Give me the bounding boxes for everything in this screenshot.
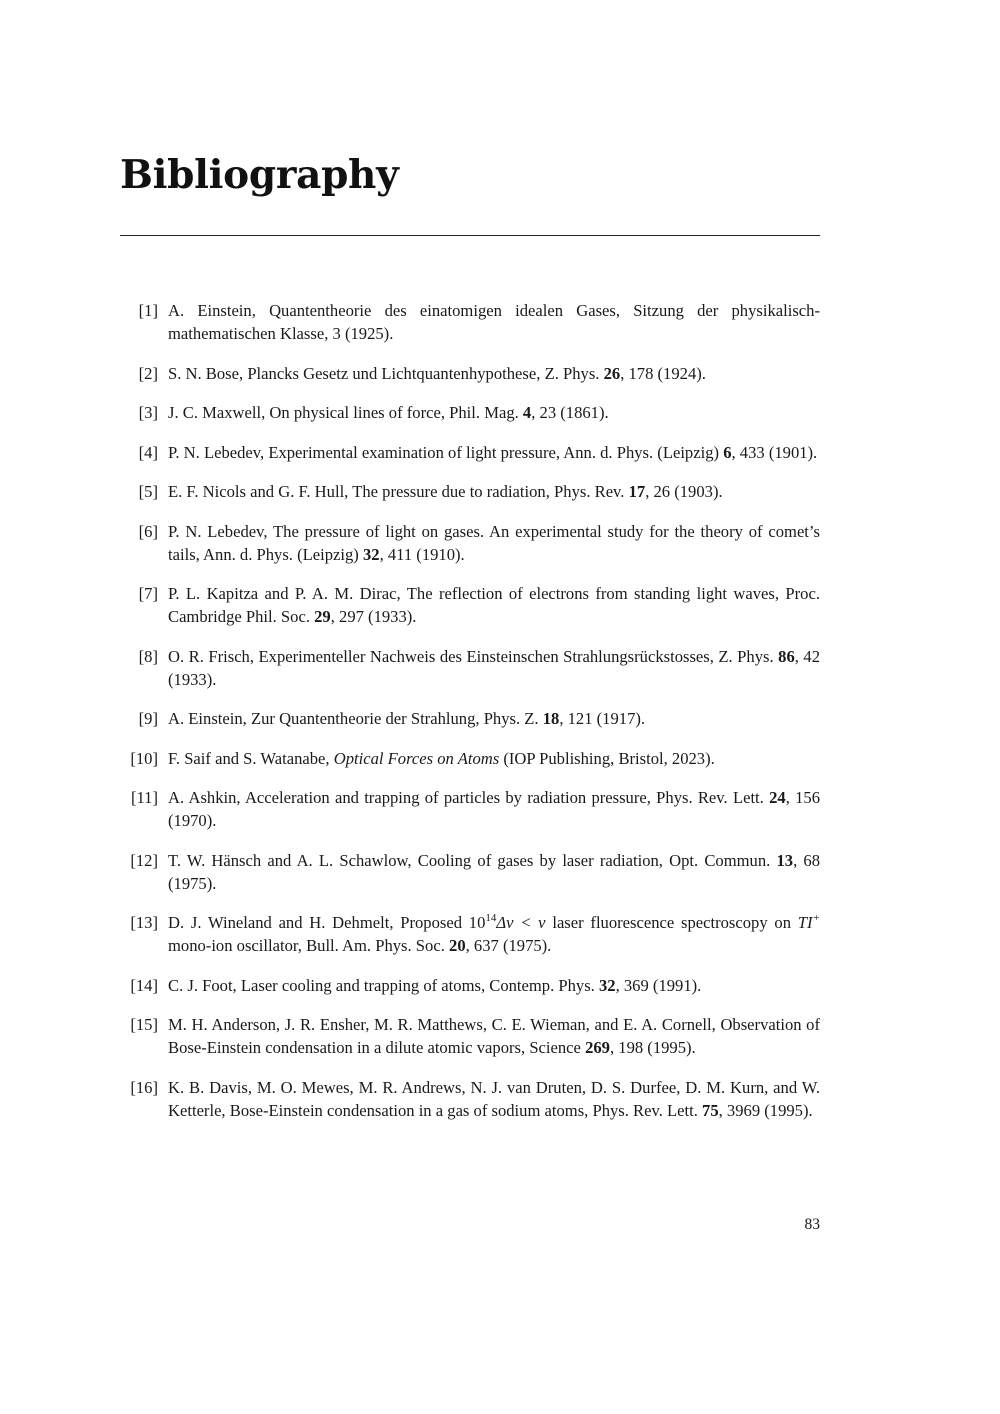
reference-item	[120, 645, 820, 691]
reference-volume: 6	[723, 442, 732, 462]
reference-publisher: (IOP Publishing, Bristol, 2023).	[503, 748, 715, 768]
reference-label: [13]	[130, 913, 158, 932]
reference-authors: J. C. Maxwell,	[168, 403, 266, 422]
reference-authors: A. Ashkin,	[168, 788, 241, 807]
reference-authors: E. F. Nicols and G. F. Hull,	[168, 482, 349, 501]
reference-text	[168, 707, 820, 730]
page-number: 83	[804, 1216, 820, 1233]
reference-volume: 269	[585, 1038, 610, 1057]
reference-item	[120, 520, 820, 566]
reference-text	[168, 645, 820, 691]
reference-label: [8]	[138, 646, 158, 666]
reference-label: [5]	[138, 482, 158, 501]
reference-item	[120, 299, 820, 345]
reference-item	[120, 441, 820, 464]
reference-volume: 4	[522, 403, 532, 422]
reference-item	[120, 974, 820, 997]
reference-authors: O. R. Frisch,	[168, 646, 254, 666]
reference-journal: Phil. Mag.	[449, 403, 519, 422]
reference-item	[120, 362, 820, 385]
page	[120, 0, 820, 1414]
reference-item	[120, 480, 820, 503]
reference-volume: 26	[603, 363, 621, 383]
reference-journal: Ann. d. Phys. (Leipzig)	[563, 442, 720, 462]
reference-item	[120, 582, 820, 628]
reference-list	[120, 299, 820, 1138]
reference-label: [14]	[130, 975, 158, 995]
reference-title: On physical lines of force,	[269, 403, 445, 422]
reference-authors: K. B. Davis, M. O. Mewes, M. R. Andrews, N. J. van Druten, D. S. Durfee, D. M. Kurn, and W. Ketterle,	[168, 1077, 820, 1120]
reference-item	[120, 747, 820, 770]
reference-title-middle: laser fluorescence spectroscopy on	[552, 913, 791, 932]
title-divider	[120, 235, 820, 236]
math-relation: Δν < ν	[496, 913, 546, 932]
reference-label: [16]	[130, 1077, 158, 1097]
reference-text	[168, 299, 820, 345]
reference-journal: Phys. Rev. Lett.	[592, 1100, 698, 1120]
page-title: Bibliography	[120, 152, 399, 198]
reference-title: Quantentheorie des einatomigen idealen Gases,	[269, 301, 620, 320]
reference-pages-year: , 198 (1995).	[609, 1038, 696, 1057]
reference-label: [6]	[138, 521, 158, 541]
reference-item	[120, 1076, 820, 1122]
math-exponent: 14	[485, 912, 497, 924]
reference-volume: 75	[702, 1100, 719, 1120]
reference-text	[168, 849, 820, 895]
reference-item	[120, 786, 820, 832]
reference-text	[168, 911, 820, 957]
reference-text	[168, 1076, 820, 1122]
reference-authors: P. L. Kapitza and P. A. M. Dirac,	[168, 584, 401, 603]
reference-authors: S. N. Bose,	[168, 363, 244, 383]
reference-item	[120, 849, 820, 895]
reference-volume: 20	[449, 936, 466, 955]
reference-authors: F. Saif and S. Watanabe,	[168, 748, 330, 768]
reference-journal: Science	[529, 1038, 581, 1057]
reference-title: The pressure due to radiation,	[352, 482, 550, 501]
reference-text	[168, 974, 820, 997]
reference-text	[168, 747, 820, 770]
reference-pages-year: , 433 (1901).	[731, 442, 818, 462]
reference-title-start: Proposed	[400, 913, 462, 932]
reference-pages-year: , 637 (1975).	[465, 936, 552, 955]
reference-title-end: mono-ion oscillator,	[168, 936, 302, 955]
reference-volume: 29	[314, 607, 331, 626]
reference-pages-year: , 297 (1933).	[330, 607, 417, 626]
reference-publication: Sitzung der physikalisch-mathematischen Klasse, 3 (1925).	[168, 301, 820, 343]
reference-pages-year: , 156 (1970).	[168, 788, 820, 830]
reference-volume: 13	[776, 850, 794, 870]
reference-authors: M. H. Anderson, J. R. Ensher, M. R. Matthews, C. E. Wieman, and E. A. Cornell,	[168, 1015, 716, 1034]
reference-label: [11]	[130, 788, 158, 807]
reference-text	[168, 441, 820, 464]
reference-journal: Phys. Rev.	[554, 482, 625, 501]
reference-pages-year: , 178 (1924).	[620, 363, 706, 383]
reference-label: [10]	[130, 748, 158, 768]
reference-journal: Z. Phys.	[544, 363, 600, 383]
reference-authors: A. Einstein,	[168, 301, 256, 320]
reference-label: [3]	[138, 403, 158, 422]
reference-book-title: Optical Forces on Atoms	[333, 748, 500, 768]
reference-title: Laser cooling and trapping of atoms,	[240, 975, 486, 995]
reference-volume: 86	[778, 646, 795, 666]
reference-journal: Opt. Commun.	[669, 850, 771, 870]
reference-pages-year: , 369 (1991).	[615, 975, 702, 995]
reference-text	[168, 401, 820, 424]
reference-authors: D. J. Wineland and H. Dehmelt,	[168, 913, 394, 932]
reference-pages-year: , 411 (1910).	[379, 544, 465, 564]
reference-item	[120, 401, 820, 424]
reference-volume: 24	[769, 788, 786, 807]
reference-text	[168, 786, 820, 832]
reference-pages-year: , 68 (1975).	[168, 850, 821, 893]
reference-volume: 18	[542, 709, 560, 728]
math-base: TI	[797, 913, 813, 932]
math-exponent: +	[812, 912, 820, 924]
reference-journal: Phys. Rev. Lett.	[656, 788, 764, 807]
reference-item	[120, 707, 820, 730]
reference-journal: Bull. Am. Phys. Soc.	[306, 936, 445, 955]
reference-title: Experimental examination of light pressure,	[268, 442, 561, 462]
reference-label: [1]	[138, 301, 158, 320]
reference-authors: P. N. Lebedev,	[168, 521, 268, 541]
reference-volume: 32	[362, 544, 380, 564]
reference-text	[168, 362, 820, 385]
reference-authors: P. N. Lebedev,	[168, 442, 265, 462]
reference-title: Cooling of gases by laser radiation,	[417, 850, 663, 870]
reference-title: Bose-Einstein condensation in a gas of sodium atoms,	[229, 1100, 589, 1120]
reference-item	[120, 911, 820, 957]
reference-title: The reflection of electrons from standing light waves,	[406, 584, 780, 603]
reference-journal: Z. Phys.	[718, 646, 774, 666]
reference-label: [9]	[138, 709, 158, 728]
math-ion-symbol	[798, 913, 820, 932]
reference-authors: T. W. Hänsch and A. L. Schawlow,	[168, 850, 412, 870]
reference-volume: 32	[598, 975, 616, 995]
reference-pages-year: , 3969 (1995).	[718, 1100, 813, 1120]
reference-pages-year: , 23 (1861).	[531, 403, 609, 422]
reference-text	[168, 1013, 820, 1059]
reference-title: Zur Quantentheorie der Strahlung,	[250, 709, 480, 728]
reference-label: [12]	[130, 850, 158, 870]
reference-label: [15]	[130, 1015, 158, 1034]
reference-pages-year: , 121 (1917).	[559, 709, 646, 728]
reference-text	[168, 582, 820, 628]
reference-title: Experimenteller Nachweis des Einsteinschen Strahlungsrückstosses,	[258, 646, 714, 666]
reference-label: [4]	[138, 442, 158, 462]
reference-journal: Ann. d. Phys. (Leipzig)	[203, 544, 359, 564]
reference-journal: Proc. Cambridge Phil. Soc.	[168, 584, 820, 626]
math-expression	[469, 913, 546, 932]
reference-authors: C. J. Foot,	[168, 975, 237, 995]
reference-authors: A. Einstein,	[168, 709, 247, 728]
reference-pages-year: , 26 (1903).	[645, 482, 723, 501]
reference-title: Observation of Bose-Einstein condensation in a dilute atomic vapors,	[168, 1015, 821, 1057]
reference-title: Plancks Gesetz und Lichtquantenhypothese,	[247, 363, 541, 383]
reference-text	[168, 520, 820, 566]
reference-journal: Phys. Z.	[483, 709, 539, 728]
reference-journal: Contemp. Phys.	[489, 975, 595, 995]
reference-label: [2]	[138, 363, 158, 383]
reference-volume: 17	[628, 482, 646, 501]
reference-label: [7]	[138, 584, 158, 603]
reference-title: The pressure of light on gases. An experimental study for the theory of comet’s tails,	[168, 521, 820, 564]
reference-item	[120, 1013, 820, 1059]
reference-title: Acceleration and trapping of particles by radiation pressure,	[244, 788, 651, 807]
math-base: 10	[468, 913, 486, 932]
reference-pages-year: , 42 (1933).	[168, 646, 820, 689]
reference-text	[168, 480, 820, 503]
